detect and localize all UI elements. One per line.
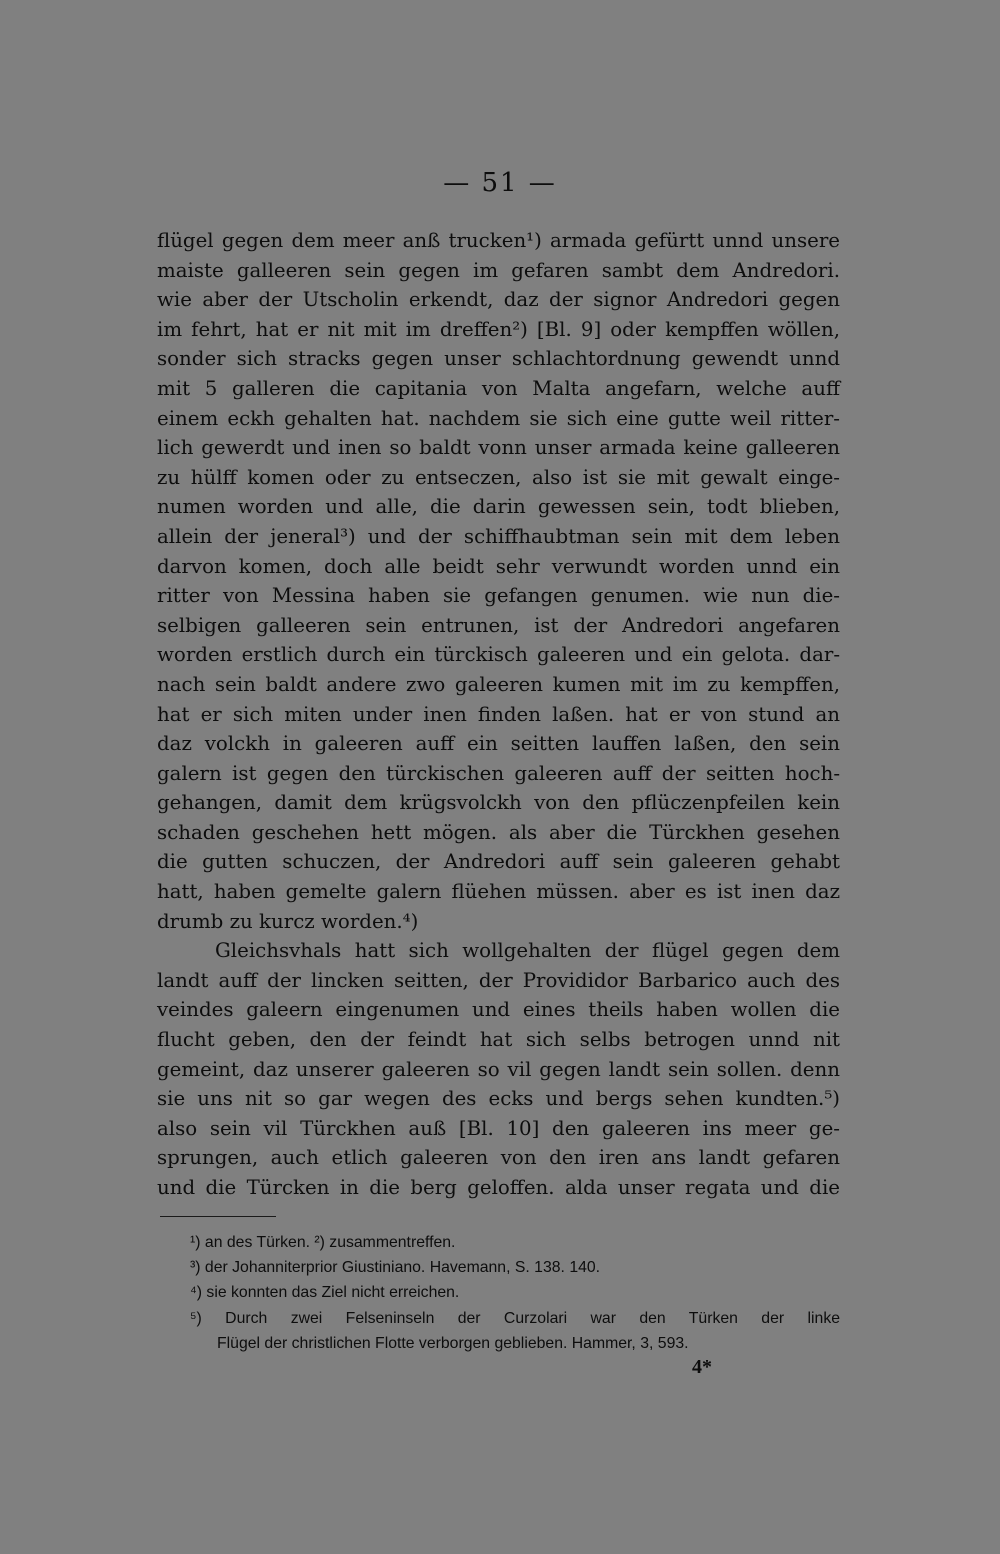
text-line: sie uns nit so gar wegen des ecks und bergs sehen kundten.⁵): [157, 1087, 840, 1111]
text-line: also sein vil Türckhen auß [Bl. 10] den galeeren ins meer ge-: [157, 1116, 840, 1140]
text-line: sonder sich stracks gegen unser schlachtordnung gewendt unnd: [157, 347, 840, 371]
signature-mark: 4*: [692, 1356, 712, 1378]
text-line: gehangen, damit dem krügsvolckh von den pflüczenpfeilen kein: [157, 791, 840, 815]
text-line: wie aber der Utscholin erkendt, daz der signor Andredori gegen: [157, 288, 840, 312]
text-line: gemeint, daz unserer galeeren so vil gegen landt sein sollen. denn: [157, 1057, 840, 1081]
text-line: sprungen, auch etlich galeeren von den iren ans landt gefaren: [157, 1146, 840, 1170]
footnote-line: ³) der Johanniterprior Giustiniano. Havemann, S. 138. 140.: [190, 1259, 601, 1277]
text-line: worden erstlich durch ein türckisch galeeren und ein gelota. dar-: [157, 643, 840, 667]
text-line: Gleichsvhals hatt sich wollgehalten der flügel gegen dem: [215, 939, 840, 963]
text-line: und die Türcken in die berg geloffen. alda unser regata und die: [157, 1176, 840, 1199]
text-line: veindes galeern eingenumen und eines theils haben wollen die: [157, 998, 840, 1022]
footnote-line: ¹) an des Türken. ²) zusammentreffen.: [190, 1234, 456, 1251]
text-line: darvon komen, doch alle beidt sehr verwundt worden unnd ein: [157, 554, 840, 578]
text-line: drumb zu kurcz worden.⁴): [157, 909, 419, 933]
text-line: flucht geben, den der feindt hat sich selbs betrogen unnd nit: [157, 1028, 840, 1052]
text-line: die gutten schuczen, der Andredori auff sein galeeren gehabt: [157, 850, 840, 874]
text-line: flügel gegen dem meer anß trucken¹) armada gefürtt unnd unsere: [157, 229, 840, 252]
text-line: daz volckh in galeeren auff ein seitten lauffen laßen, den sein: [157, 732, 840, 756]
footnote-rule: [160, 1216, 276, 1217]
text-line: maiste galleeren sein gegen im gefaren sambt dem Andredori.: [157, 258, 840, 282]
body-text: [157, 226, 840, 1203]
text-line: zu hülff komen oder zu entseczen, also ist sie mit gewalt einge-: [157, 465, 840, 489]
text-line: ritter von Messina haben sie gefangen genumen. wie nun die-: [157, 584, 840, 608]
footnotes: [190, 1230, 840, 1356]
text-line: nach sein baldt andere zwo galeeren kumen mit im zu kempffen,: [157, 672, 840, 696]
text-line: selbigen galleeren sein entrunen, ist der Andredori angefaren: [157, 613, 840, 637]
text-line: mit 5 galleren die capitania von Malta angefarn, welche auff: [157, 376, 840, 400]
footnote-line: ⁴) sie konnten das Ziel nicht erreichen.: [190, 1284, 460, 1302]
text-line: allein der jeneral³) und der schiffhaubtman sein mit dem leben: [157, 524, 840, 548]
footnote-line: Flügel der christlichen Flotte verborgen geblieben. Hammer, 3, 593.: [217, 1334, 689, 1352]
text-line: im fehrt, hat er nit mit im dreffen²) [Bl. 9] oder kempffen wöllen,: [157, 317, 840, 341]
text-line: lich gewerdt und inen so baldt vonn unser armada keine galleeren: [157, 436, 840, 460]
text-line: numen worden und alle, die darin gewessen sein, todt blieben,: [157, 495, 840, 519]
page-number: — 51 —: [443, 168, 557, 198]
text-line: galern ist gegen den türckischen galeeren auff der seitten hoch-: [157, 761, 840, 785]
text-line: landt auff der lincken seitten, der Provididor Barbarico auch des: [157, 968, 840, 992]
text-line: schaden geschehen hett mögen. als aber die Türckhen gesehen: [157, 820, 840, 844]
text-line: einem eckh gehalten hat. nachdem sie sich eine gutte weil ritter-: [157, 406, 840, 430]
text-line: hat er sich miten under inen finden laßen. hat er von stund an: [157, 702, 840, 726]
text-line: hatt, haben gemelte galern flüehen müssen. aber es ist inen daz: [157, 880, 840, 904]
footnote-line: ⁵) Durch zwei Felseninseln der Curzolari war den Türken der linke: [190, 1309, 840, 1327]
